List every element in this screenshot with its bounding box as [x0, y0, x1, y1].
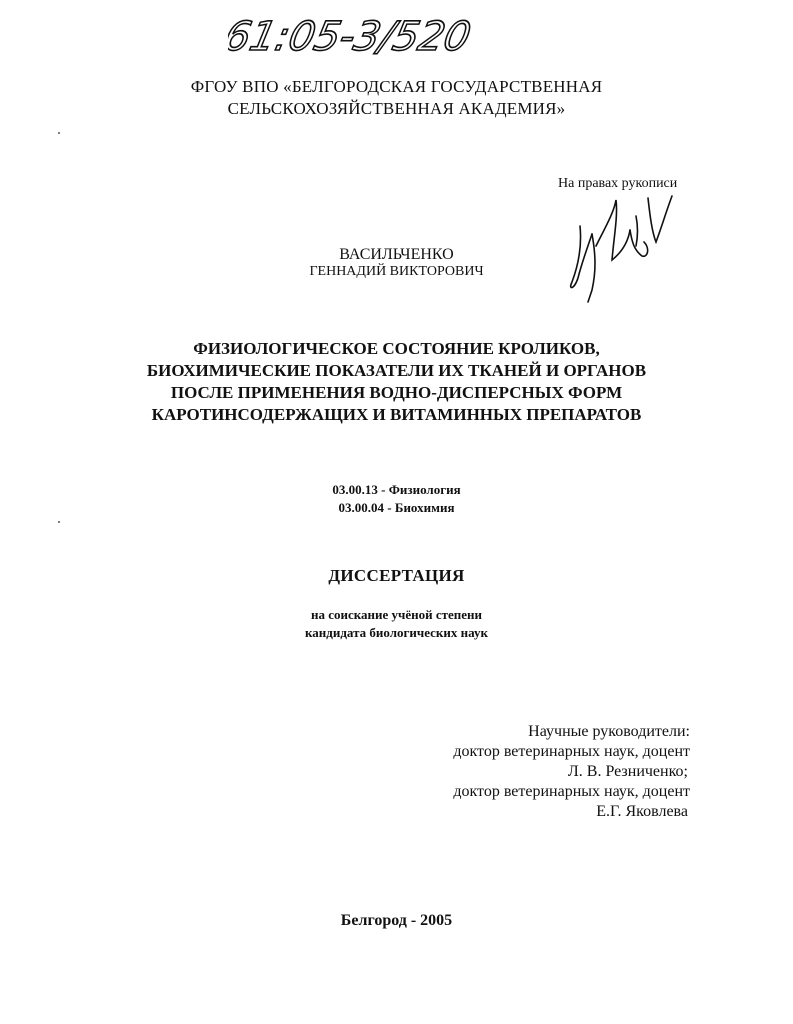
advisor-1-title: доктор ветеринарных наук, доцент [453, 743, 690, 760]
specialty-physiology: 03.00.13 - Физиология [332, 482, 461, 497]
advisor-2-title: доктор ветеринарных наук, доцент [453, 783, 690, 800]
archive-number-text: 61:05-3/520 [228, 12, 476, 60]
document-type: ДИССЕРТАЦИЯ [328, 566, 465, 585]
manuscript-rights-note: На правах рукописи [558, 176, 678, 191]
advisors-heading: Научные руководители: [528, 723, 690, 740]
title-line-1: ФИЗИОЛОГИЧЕСКОЕ СОСТОЯНИЕ КРОЛИКОВ, [193, 339, 600, 358]
scan-speck [58, 521, 60, 523]
specialty-biochemistry: 03.00.04 - Биохимия [338, 500, 455, 515]
title-line-2: БИОХИМИЧЕСКИЕ ПОКАЗАТЕЛИ ИХ ТКАНЕЙ И ОРГАНОВ [146, 361, 647, 380]
advisors-block [420, 722, 690, 822]
scan-speck [58, 132, 60, 134]
advisor-2-name: Е.Г. Яковлева [596, 803, 688, 820]
degree-line-1: на соискание учёной степени [310, 607, 483, 622]
city-and-year: Белгород - 2005 [340, 912, 453, 929]
title-line-4: КАРОТИНСОДЕРЖАЩИХ И ВИТАМИННЫХ ПРЕПАРАТОВ [151, 405, 642, 424]
author-given-names: ГЕННАДИЙ ВИКТОРОВИЧ [309, 264, 484, 279]
specialties [0, 481, 793, 517]
signature-icon [552, 186, 682, 304]
dissertation-title [0, 338, 793, 426]
degree-sought [0, 606, 793, 642]
author-surname: ВАСИЛЬЧЕНКО [339, 246, 454, 263]
archive-number-handwriting [228, 4, 488, 64]
institution-line-2: СЕЛЬСКОХОЗЯЙСТВЕННАЯ АКАДЕМИЯ» [227, 99, 566, 118]
archive-number [228, 4, 488, 64]
institution-line-1: ФГОУ ВПО «БЕЛГОРОДСКАЯ ГОСУДАРСТВЕННАЯ [190, 77, 603, 96]
institution-name [0, 76, 793, 120]
degree-line-2: кандидата биологических наук [305, 625, 488, 640]
advisor-1-name: Л. В. Резниченко; [567, 763, 688, 780]
title-line-3: ПОСЛЕ ПРИМЕНЕНИЯ ВОДНО-ДИСПЕРСНЫХ ФОРМ [170, 383, 623, 402]
